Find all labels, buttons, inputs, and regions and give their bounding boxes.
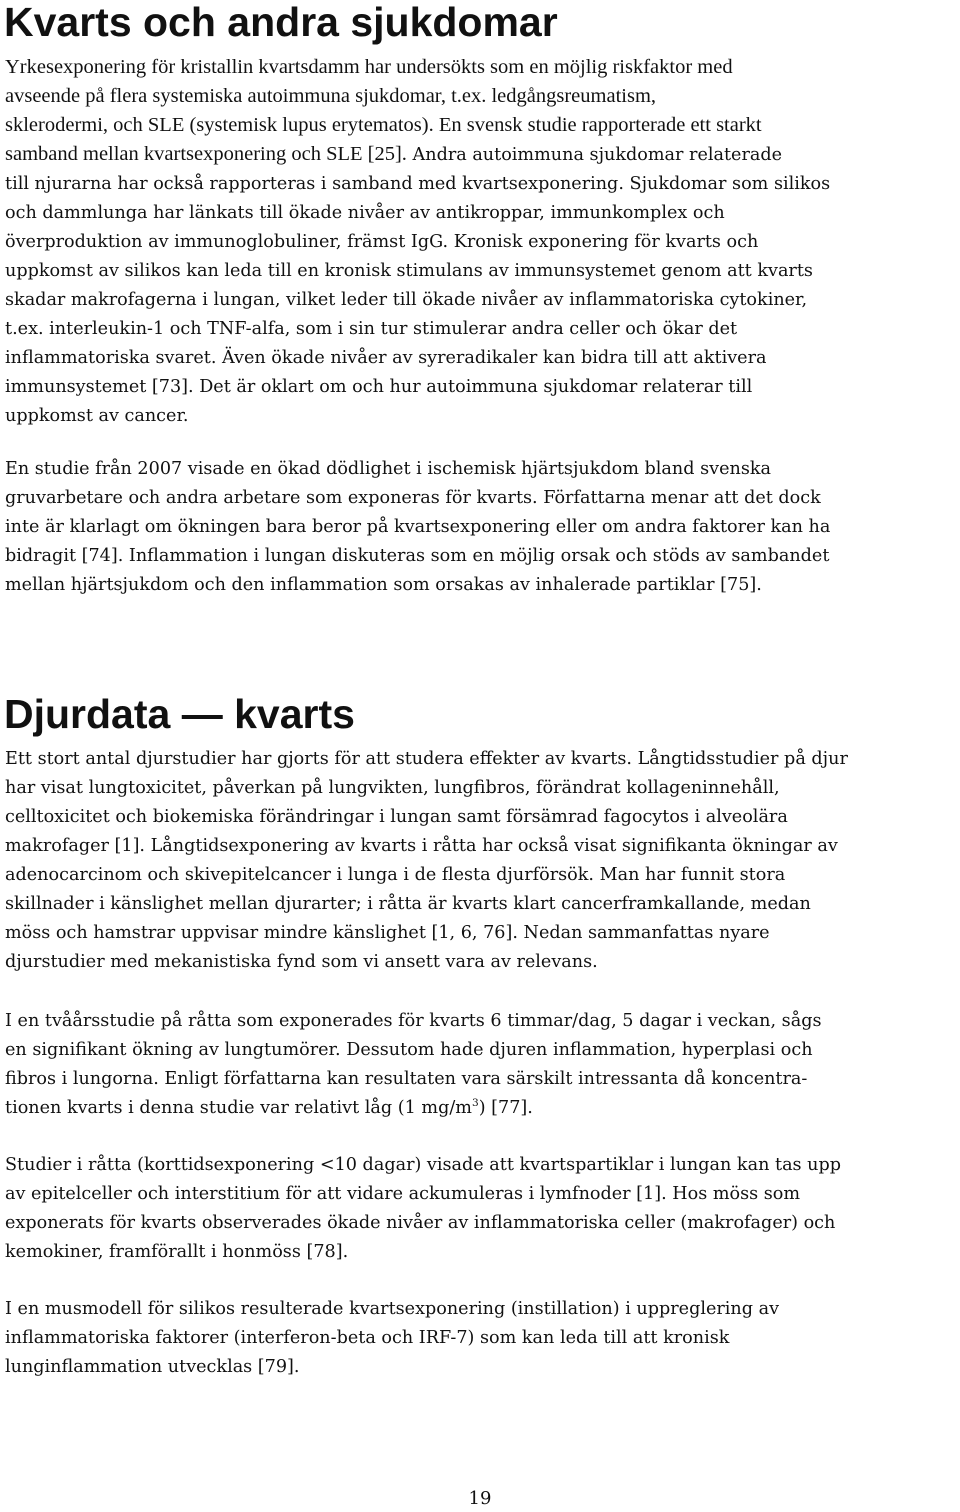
text-line: gruvarbetare och andra arbetare som exponeras för kvarts. Författarna menar att det dock xyxy=(5,488,821,508)
text-segment: Andra autoimmuna sjukdomar relaterade xyxy=(406,145,783,165)
text-segment: till njurarna har också rapporteras i samband med kvartsexponering. xyxy=(5,174,624,194)
paragraph xyxy=(5,1295,953,1382)
text-line xyxy=(5,228,953,257)
text-line: sklerodermi, och SLE (systemisk lupus erytematos). En svensk studie rapporterade ett starkt xyxy=(5,114,762,136)
text-segment: Kronisk exponering för kvarts och xyxy=(448,232,759,252)
text-segment: Sjukdomar som silikos xyxy=(623,174,831,194)
text-line xyxy=(5,170,953,199)
text-line: inflammatoriska svaret. Även ökade nivåer av syreradikaler kan bidra till att aktivera xyxy=(5,348,767,368)
text-line: I en tvåårsstudie på råtta som exponerades för kvarts 6 timmar/dag, 5 dagar i veckan, sågs xyxy=(5,1011,822,1031)
text-line: skillnader i känslighet mellan djurarter; i råtta är kvarts klart cancerframkallande, medan xyxy=(5,894,811,914)
paragraph xyxy=(5,455,953,600)
superscript: 3 xyxy=(471,1097,479,1110)
paragraph xyxy=(5,1007,953,1123)
text-segment: överproduktion av immunoglobuliner, främst IgG. xyxy=(5,232,449,252)
text-line: mellan hjärtsjukdom och den inflammation som orsakas av inhalerade partiklar [75]. xyxy=(5,575,762,595)
page-number: 19 xyxy=(468,1488,492,1509)
text-line: adenocarcinom och skivepitelcancer i lunga i de flesta djurförsök. Man har funnit stora xyxy=(5,865,786,885)
text-line: fibros i lungorna. Enligt författarna kan resultaten vara särskilt intressanta då koncentra- xyxy=(5,1069,808,1089)
text-line: har visat lungtoxicitet, påverkan på lungvikten, lungfibros, förändrat kollageninnehåll, xyxy=(5,778,780,798)
text-segment: ) [77]. xyxy=(478,1098,533,1118)
text-line: en signifikant ökning av lungtumörer. Dessutom hade djuren inflammation, hyperplasi och xyxy=(5,1040,813,1060)
text-line: uppkomst av cancer. xyxy=(5,406,189,426)
text-line xyxy=(5,140,953,170)
text-line: immunsystemet [73]. Det är oklart om och hur autoimmuna sjukdomar relaterar till xyxy=(5,377,753,397)
text-line: Ett stort antal djurstudier har gjorts för att studera effekter av kvarts. Långtidsstudier på djur xyxy=(5,749,848,769)
text-line: celltoxicitet och biokemiska förändringar i lungan samt försämrad fagocytos i alveolära xyxy=(5,807,788,827)
section-heading-kvarts-andra-sjukdomar: Kvarts och andra sjukdomar xyxy=(4,0,558,45)
text-line: kemokiner, framförallt i honmöss [78]. xyxy=(5,1242,349,1262)
paragraph xyxy=(5,1151,953,1267)
text-line: och dammlunga har länkats till ökade nivåer av antikroppar, immunkomplex och xyxy=(5,203,725,223)
text-line: bidragit [74]. Inflammation i lungan diskuteras som en möjlig orsak och stöds av sambandet xyxy=(5,546,830,566)
text-line: exponerats för kvarts observerades ökade nivåer av inflammatoriska celler (makrofager) och xyxy=(5,1213,836,1233)
text-segment: samband mellan kvartsexponering och SLE [25]. xyxy=(5,143,407,165)
text-line: djurstudier med mekanistiska fynd som vi ansett vara av relevans. xyxy=(5,952,598,972)
paragraph xyxy=(5,53,953,431)
text-line: lunginflammation utvecklas [79]. xyxy=(5,1357,300,1377)
text-line: uppkomst av silikos kan leda till en kronisk stimulans av immunsystemet genom att kvarts xyxy=(5,261,813,281)
text-line: av epitelceller och interstitium för att vidare ackumuleras i lymfnoder [1]. Hos möss som xyxy=(5,1184,801,1204)
text-line: En studie från 2007 visade en ökad dödlighet i ischemisk hjärtsjukdom bland svenska xyxy=(5,459,771,479)
text-line: möss och hamstrar uppvisar mindre känslighet [1, 6, 76]. Nedan sammanfattas nyare xyxy=(5,923,770,943)
text-line: makrofager [1]. Långtidsexponering av kvarts i råtta har också visat signifikanta ökningar av xyxy=(5,836,838,856)
text-line: t.ex. interleukin-1 och TNF-alfa, som i sin tur stimulerar andra celler och ökar det xyxy=(5,319,738,339)
text-line: inflammatoriska faktorer (interferon-beta och IRF-7) som kan leda till att kronisk xyxy=(5,1328,730,1348)
section-heading-djurdata-kvarts: Djurdata — kvarts xyxy=(4,691,355,737)
text-line: I en musmodell för silikos resulterade kvartsexponering (instillation) i uppreglering av xyxy=(5,1299,780,1319)
text-line: inte är klarlagt om ökningen bara beror på kvartsexponering eller om andra faktorer kan ha xyxy=(5,517,831,537)
paragraph xyxy=(5,745,953,977)
text-line: skadar makrofagerna i lungan, vilket leder till ökade nivåer av inflammatoriska cytokiner, xyxy=(5,290,808,310)
text-line: Yrkesexponering för kristallin kvartsdamm har undersökts som en möjlig riskfaktor med xyxy=(5,56,733,78)
text-line: Studier i råtta (korttidsexponering <10 dagar) visade att kvartspartiklar i lungan kan tas upp xyxy=(5,1155,842,1175)
text-line: avseende på flera systemiska autoimmuna sjukdomar, t.ex. ledgångsreumatism, xyxy=(5,85,657,107)
text-segment: tionen kvarts i denna studie var relativt låg (1 mg/m xyxy=(5,1098,472,1118)
text-line xyxy=(5,1094,953,1123)
